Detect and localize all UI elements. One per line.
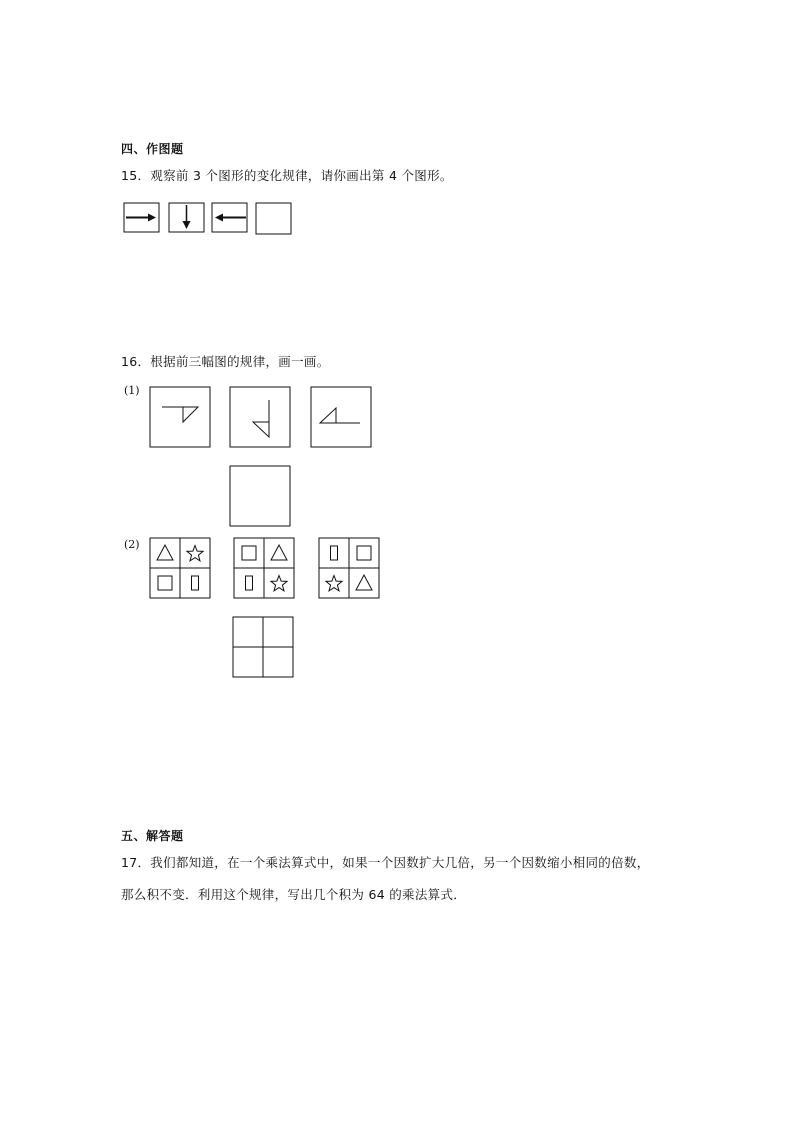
question-15-text: 15．观察前 3 个图形的变化规律，请你画出第 4 个图形。 (121, 168, 453, 183)
part-1-label: (1) (124, 384, 140, 397)
rectangle-icon (192, 576, 199, 590)
triangle-icon (356, 575, 372, 590)
shape-grid-2 (234, 538, 294, 598)
section-title-drawing: 四、作图题 (121, 142, 184, 156)
triangle-icon (157, 545, 173, 560)
square-icon (158, 576, 172, 590)
triangle-icon (271, 545, 287, 560)
question-16-text: 16．根据前三幅图的规律，画一画。 (121, 354, 330, 369)
question-17-line-2: 那么积不变．利用这个规律，写出几个积为 64 的乘法算式． (121, 887, 467, 902)
star-icon (187, 546, 203, 561)
question-17-line-1: 17．我们都知道，在一个乘法算式中，如果一个因数扩大几倍，另一个因数缩小相同的倍数， (121, 855, 650, 870)
q16-part2-answer-grid[interactable] (233, 617, 293, 677)
shape-grid-3 (319, 538, 379, 598)
section-title-answers: 五、解答题 (121, 829, 184, 843)
square-icon (357, 546, 371, 560)
part-2-label: (2) (124, 538, 140, 551)
square-icon (242, 546, 256, 560)
star-icon (326, 576, 342, 591)
shape-grid-1 (150, 538, 210, 598)
rectangle-icon (246, 576, 253, 590)
star-icon (271, 576, 287, 591)
rectangle-icon (331, 546, 338, 560)
